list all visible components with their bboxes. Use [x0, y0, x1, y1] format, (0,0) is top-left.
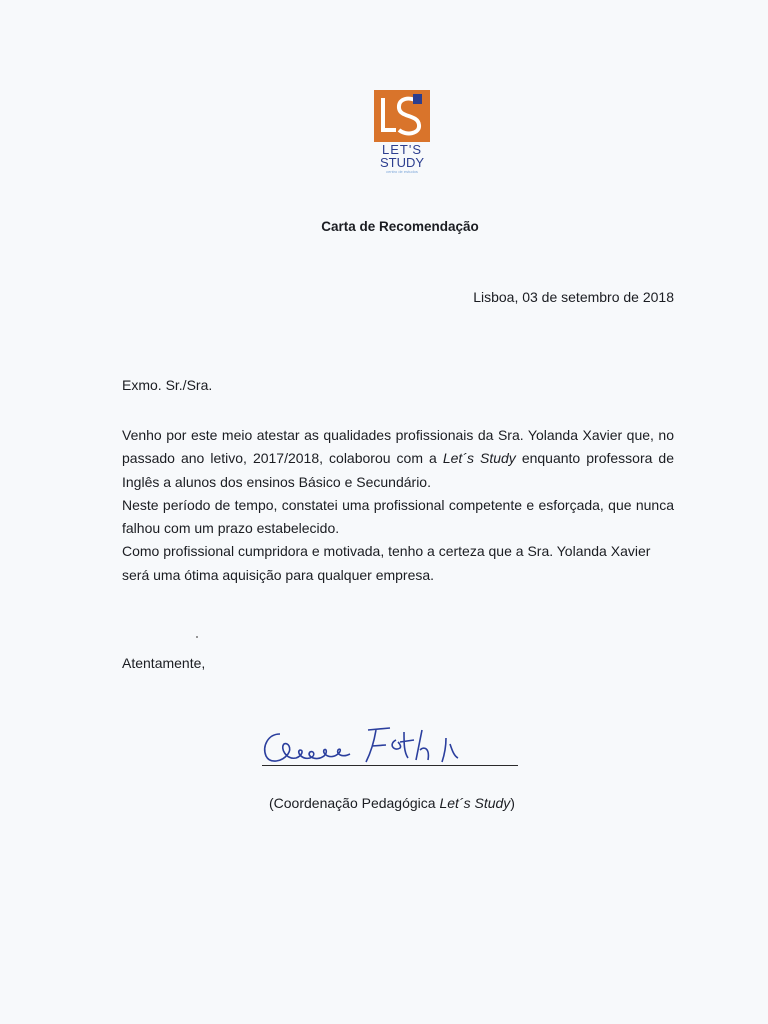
- letter-title: Carta de Recomendação: [321, 219, 479, 234]
- logo-tagline: centro de estudos: [386, 169, 418, 174]
- signature-line: [262, 765, 518, 766]
- logo-line2: STUDY: [379, 155, 425, 170]
- logo-graphic: [366, 88, 438, 174]
- letter-body: [122, 424, 674, 587]
- scan-speck: [196, 636, 198, 638]
- letter-date: Lisboa, 03 de setembro de 2018: [473, 289, 674, 305]
- salutation: Exmo. Sr./Sra.: [122, 377, 213, 393]
- paragraph-1: Venho por este meio atestar as qualidades profissionais da Sra. Yolanda Xavier que, no passado ano letivo, 2017/2018, colaborou com a Let´s Study enquanto professora de Inglês a alunos dos ensinos Básico e Secundário.: [122, 427, 674, 490]
- role-brand: Let´s Study: [439, 795, 511, 811]
- closing: Atentamente,: [122, 655, 206, 671]
- logo-line1: LET'S: [382, 142, 422, 157]
- paragraph-2: Neste período de tempo, constatei uma profissional competente e esforçada, que nunca falhou com um prazo estabelecido.: [122, 496, 674, 537]
- lets-study-logo: [366, 88, 438, 174]
- signatory-role: (Coordenação Pedagógica Let´s Study): [269, 795, 515, 811]
- paragraph-3: Como profissional cumpridora e motivada, tenho a certeza que a Sra. Yolanda Xavier será uma ótima aquisição para qualquer empresa.: [122, 543, 651, 583]
- brand-name: Let´s Study: [442, 450, 516, 467]
